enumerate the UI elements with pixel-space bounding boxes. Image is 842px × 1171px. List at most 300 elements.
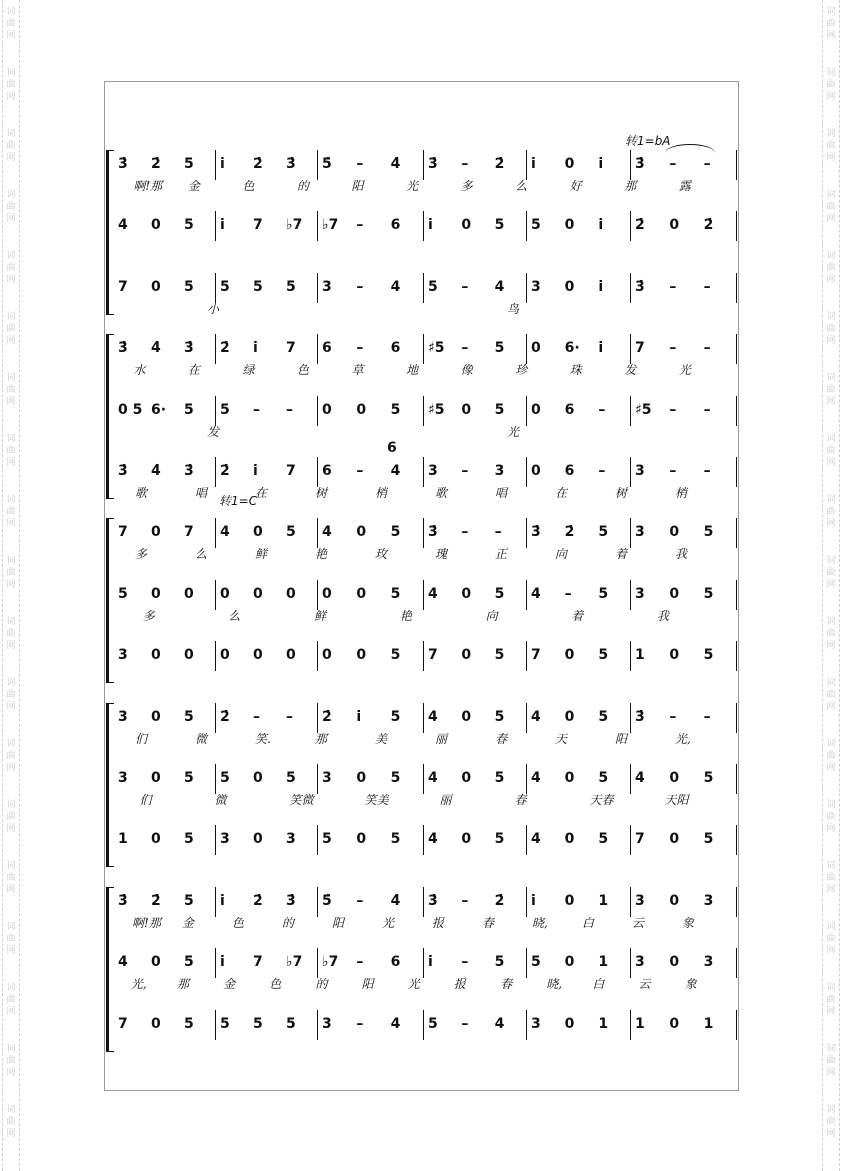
note: 4 xyxy=(531,708,541,725)
note: 5 xyxy=(598,524,609,541)
note: – xyxy=(253,708,260,725)
note: 7 xyxy=(118,524,128,541)
watermark-strip-left xyxy=(2,0,20,1171)
barline xyxy=(317,764,318,794)
watermark-char: 网 xyxy=(826,580,836,590)
watermark-char: 词 xyxy=(826,1105,836,1115)
watermark-char: 网 xyxy=(826,1129,836,1139)
note: 5 xyxy=(220,1015,230,1032)
note: i xyxy=(220,954,225,971)
note: 3̇ xyxy=(286,156,296,172)
note: 0 xyxy=(184,647,194,664)
watermark-char: 网 xyxy=(6,31,16,41)
note: ♯5 xyxy=(428,340,445,357)
watermark-char: 词 xyxy=(6,617,16,627)
note: 7 xyxy=(635,831,645,848)
barline xyxy=(317,334,318,364)
barline xyxy=(630,150,631,180)
lyric: 色 xyxy=(269,977,282,992)
note: 0 xyxy=(669,647,680,664)
barline xyxy=(630,703,631,733)
watermark-text xyxy=(3,677,19,713)
watermark-char: 词 xyxy=(6,1105,16,1115)
watermark-char: 词 xyxy=(6,190,16,200)
barline xyxy=(630,396,631,426)
note: 3̇ xyxy=(428,156,438,172)
watermark-text xyxy=(823,311,839,347)
note: – xyxy=(703,278,711,295)
lyric: 多 xyxy=(460,179,473,193)
watermark-char: 曲 xyxy=(6,141,16,151)
lyric: 的 xyxy=(282,915,295,930)
watermark-text xyxy=(823,555,839,591)
key-change-underline xyxy=(665,144,715,153)
score-row xyxy=(105,277,740,337)
note: – xyxy=(461,156,469,172)
lyric: 在 xyxy=(555,486,568,500)
note: i xyxy=(598,278,604,295)
barline xyxy=(317,150,318,180)
watermark-text xyxy=(823,494,839,530)
note: – xyxy=(564,585,572,602)
watermark-char: 词 xyxy=(826,922,836,932)
note: 5 xyxy=(598,770,609,786)
note: 3 xyxy=(322,1015,332,1032)
barline xyxy=(423,150,424,180)
watermark-char: 网 xyxy=(6,763,16,773)
barline xyxy=(526,887,527,917)
barline xyxy=(736,334,737,364)
watermark-char: 网 xyxy=(826,519,836,529)
barline xyxy=(423,273,424,303)
barline xyxy=(736,273,737,303)
note: 2̇ xyxy=(322,708,332,725)
note: 4̇ xyxy=(390,156,401,172)
note: 5 xyxy=(184,831,194,848)
watermark-text xyxy=(3,1104,19,1140)
note: 0 xyxy=(564,770,575,786)
barline xyxy=(215,887,216,917)
watermark-text xyxy=(823,738,839,774)
note: 4 xyxy=(390,463,401,479)
note: 0 xyxy=(461,831,472,848)
watermark-char: 曲 xyxy=(826,1117,836,1127)
barline xyxy=(630,273,631,303)
watermark-text xyxy=(3,1043,19,1079)
note: 7 xyxy=(635,340,645,357)
lyric: 歌 xyxy=(435,486,448,500)
note: 3 xyxy=(220,831,230,848)
note: 0 xyxy=(356,831,367,848)
lyric: 的 xyxy=(297,179,310,193)
note: 2̇ xyxy=(494,892,505,909)
note: – xyxy=(461,463,469,479)
lyric: 艳 xyxy=(315,547,328,562)
note: 4 xyxy=(428,770,438,786)
watermark-char: 网 xyxy=(6,275,16,285)
note: 0 xyxy=(531,401,541,418)
barline xyxy=(630,580,631,610)
note: 5 xyxy=(322,831,332,848)
watermark-char: 曲 xyxy=(826,507,836,517)
barline xyxy=(215,948,216,978)
note: 4 xyxy=(118,954,128,971)
note: i xyxy=(598,340,604,357)
watermark-char: 网 xyxy=(826,885,836,895)
watermark-char: 词 xyxy=(826,434,836,444)
barline xyxy=(215,211,216,241)
watermark-char: 曲 xyxy=(6,1117,16,1127)
note: 3̇ xyxy=(286,892,296,909)
watermark-char: 曲 xyxy=(826,690,836,700)
barline xyxy=(317,580,318,610)
lyric: 色 xyxy=(232,915,245,930)
watermark-char: 曲 xyxy=(826,80,836,90)
note: 4 xyxy=(494,1015,505,1032)
note: 6 xyxy=(322,463,332,479)
note: – xyxy=(669,401,677,418)
watermark-char: 网 xyxy=(6,153,16,163)
note: i xyxy=(356,708,362,725)
note: 6 xyxy=(390,217,401,234)
lyric: 光 xyxy=(406,179,419,193)
watermark-char: 曲 xyxy=(6,934,16,944)
watermark-char: 网 xyxy=(826,763,836,773)
watermark-text xyxy=(3,311,19,347)
watermark-char: 网 xyxy=(826,275,836,285)
note: 0 xyxy=(564,647,575,664)
note: – xyxy=(286,708,293,725)
barline xyxy=(630,211,631,241)
note: 0 xyxy=(151,1015,161,1032)
lyric: 歌 xyxy=(135,486,148,500)
note: 5 xyxy=(220,401,230,418)
note: 5 xyxy=(494,401,505,418)
note: 5 xyxy=(598,647,609,664)
lyric: 好 xyxy=(569,179,582,193)
note: 5 xyxy=(253,278,263,295)
watermark-text xyxy=(3,860,19,896)
lyric: 发 xyxy=(207,424,220,439)
lyric: 天阳 xyxy=(664,793,689,807)
watermark-char: 曲 xyxy=(826,263,836,273)
lyric: 的 xyxy=(315,977,328,992)
note: – xyxy=(703,340,711,357)
lyric: 微 xyxy=(195,731,208,746)
watermark-char: 网 xyxy=(6,824,16,834)
watermark-text xyxy=(3,128,19,164)
watermark-char: 网 xyxy=(826,31,836,41)
note: 0 xyxy=(220,585,230,602)
barline xyxy=(736,948,737,978)
watermark-text xyxy=(823,982,839,1018)
barline xyxy=(736,396,737,426)
score-row xyxy=(105,891,740,951)
note: 5 xyxy=(494,770,505,786)
watermark-char: 曲 xyxy=(6,324,16,334)
lyric: 光 xyxy=(407,977,420,992)
watermark-char: 网 xyxy=(6,1129,16,1139)
note: 3 xyxy=(635,585,645,602)
watermark-char: 网 xyxy=(6,519,16,529)
note: 5 xyxy=(286,278,296,295)
watermark-char: 词 xyxy=(6,922,16,932)
watermark-text xyxy=(3,799,19,835)
barline xyxy=(736,457,737,487)
note: i xyxy=(598,217,604,234)
watermark-text xyxy=(3,738,19,774)
note: 2̇ xyxy=(564,524,575,541)
note: 0 xyxy=(669,217,680,234)
note: 0 xyxy=(461,647,472,664)
note: – xyxy=(703,708,711,725)
barline xyxy=(317,211,318,241)
score-row xyxy=(105,461,740,521)
note: 1 xyxy=(635,1015,645,1032)
note: 6 xyxy=(564,463,575,479)
lyric: 微 xyxy=(214,793,227,807)
note: 3 xyxy=(286,831,296,848)
note: 5 xyxy=(531,954,541,971)
note: – xyxy=(356,217,364,234)
note: 0 xyxy=(151,647,161,664)
note: 4 xyxy=(118,217,128,234)
lyric: 草 xyxy=(351,363,364,378)
watermark-char: 网 xyxy=(6,458,16,468)
note: 4̇ xyxy=(151,340,161,357)
watermark-char: 词 xyxy=(826,312,836,322)
lyric: 光 xyxy=(678,363,691,378)
note: 0 xyxy=(151,831,161,848)
barline xyxy=(423,641,424,671)
note: 7 xyxy=(118,278,128,295)
watermark-text xyxy=(823,677,839,713)
note: – xyxy=(461,340,469,357)
key-change-mark-1: 转1=bA xyxy=(625,134,671,148)
barline xyxy=(736,887,737,917)
barline xyxy=(736,580,737,610)
note: 2̇ xyxy=(220,340,230,357)
note: 0 xyxy=(669,954,680,971)
lyric: 报 xyxy=(453,977,466,992)
note: 0 xyxy=(253,831,263,848)
score-row xyxy=(105,952,740,1012)
note: – xyxy=(669,156,677,172)
barline xyxy=(423,580,424,610)
note: ♭7 xyxy=(322,217,339,234)
watermark-text xyxy=(3,67,19,103)
lyric: 色 xyxy=(297,363,310,378)
watermark-char: 网 xyxy=(826,641,836,651)
note: 4 xyxy=(428,708,438,725)
barline xyxy=(423,887,424,917)
watermark-text xyxy=(3,921,19,957)
note: 5 xyxy=(703,585,714,602)
note: 5 xyxy=(494,831,505,848)
note: 1 xyxy=(598,1015,609,1032)
barline xyxy=(526,580,527,610)
watermark-char: 网 xyxy=(6,1068,16,1078)
note: 3 xyxy=(703,892,714,909)
lyric: 多 xyxy=(135,547,148,562)
note: 5 xyxy=(253,1015,263,1032)
lyric: 色 xyxy=(242,179,255,193)
lyric: 笑微 xyxy=(289,793,314,807)
lyric: 天春 xyxy=(589,793,614,807)
note: – xyxy=(669,278,677,295)
watermark-char: 曲 xyxy=(826,629,836,639)
watermark-char: 词 xyxy=(826,983,836,993)
watermark-char: 曲 xyxy=(826,934,836,944)
lyric: 阳 xyxy=(615,731,628,746)
barline xyxy=(526,334,527,364)
watermark-char: 曲 xyxy=(6,873,16,883)
note: 1 xyxy=(598,892,609,909)
note: 0 xyxy=(356,401,367,418)
note: 0 xyxy=(322,585,332,602)
watermark-char: 网 xyxy=(6,1007,16,1017)
note: 0 xyxy=(564,156,575,172)
barline xyxy=(317,641,318,671)
watermark-text xyxy=(3,494,19,530)
note: 0 xyxy=(253,524,263,541)
lyric: 云 xyxy=(632,915,645,930)
barline xyxy=(736,825,737,855)
note: 1 xyxy=(118,831,128,848)
note: 5 xyxy=(598,585,609,602)
watermark-char: 词 xyxy=(826,861,836,871)
barline xyxy=(317,518,318,548)
watermark-char: 词 xyxy=(826,251,836,261)
note: 5 xyxy=(286,1015,296,1032)
watermark-text xyxy=(3,433,19,469)
lyric: 白 xyxy=(592,977,605,992)
watermark-char: 曲 xyxy=(826,202,836,212)
note: – xyxy=(356,156,364,172)
watermark-char: 曲 xyxy=(826,1056,836,1066)
watermark-text xyxy=(823,433,839,469)
note: 4 xyxy=(428,585,438,602)
note: 3̇ xyxy=(635,156,645,172)
watermark-text xyxy=(3,372,19,408)
watermark-text xyxy=(823,799,839,835)
barline xyxy=(423,518,424,548)
note: 3 xyxy=(118,770,128,786)
score-row xyxy=(105,584,740,644)
watermark-char: 曲 xyxy=(826,141,836,151)
note: 6 xyxy=(564,401,575,418)
barline xyxy=(526,396,527,426)
watermark-char: 曲 xyxy=(6,446,16,456)
watermark-text xyxy=(823,616,839,652)
watermark-char: 曲 xyxy=(6,19,16,29)
note: 0 xyxy=(564,1015,575,1032)
watermark-char: 网 xyxy=(826,153,836,163)
barline xyxy=(526,641,527,671)
lyric: 多 xyxy=(142,608,155,623)
note: 5 xyxy=(184,217,194,234)
watermark-char: 曲 xyxy=(6,507,16,517)
lyric: 地 xyxy=(406,363,419,378)
watermark-char: 网 xyxy=(826,336,836,346)
watermark-char: 词 xyxy=(6,678,16,688)
watermark-char: 词 xyxy=(6,312,16,322)
barline xyxy=(526,825,527,855)
lyric: 发 xyxy=(624,363,637,378)
lyric: 春 xyxy=(500,977,513,992)
watermark-char: 词 xyxy=(826,68,836,78)
note: – xyxy=(356,1015,364,1032)
barline xyxy=(215,518,216,548)
note: 5 xyxy=(428,278,438,295)
note: 6 xyxy=(390,954,401,971)
note: 0 xyxy=(564,278,575,295)
note: 1 xyxy=(635,647,645,664)
lyric: 瑰 xyxy=(435,547,448,562)
score-row xyxy=(105,522,740,582)
note: i xyxy=(253,340,258,357)
note: 7 xyxy=(286,340,296,357)
note: 5 xyxy=(390,401,401,418)
barline xyxy=(423,825,424,855)
note: 0 xyxy=(461,708,472,725)
barline xyxy=(423,334,424,364)
barline xyxy=(317,887,318,917)
lyric: 笑美 xyxy=(364,793,389,807)
note: 3 xyxy=(322,770,332,786)
watermark-char: 词 xyxy=(826,190,836,200)
watermark-char: 词 xyxy=(6,861,16,871)
note: 0 xyxy=(184,585,194,602)
watermark-char: 曲 xyxy=(826,995,836,1005)
watermark-char: 词 xyxy=(6,556,16,566)
lyric: 白 xyxy=(582,915,595,930)
note: – xyxy=(669,708,677,725)
barline xyxy=(215,1010,216,1040)
watermark-char: 曲 xyxy=(6,202,16,212)
note: i xyxy=(220,217,225,234)
lyric: 绿 xyxy=(242,363,255,378)
note: 0 xyxy=(253,647,263,664)
lyric: 么 xyxy=(515,179,528,193)
note: 7 xyxy=(184,524,194,541)
note: 3 xyxy=(635,892,645,909)
watermark-char: 曲 xyxy=(6,385,16,395)
note: 4 xyxy=(428,831,438,848)
note: 5 xyxy=(220,770,230,786)
lyric: 唱 xyxy=(495,486,508,500)
watermark-char: 网 xyxy=(826,946,836,956)
lyric: 么 xyxy=(228,608,241,623)
barline xyxy=(317,273,318,303)
note: 0 xyxy=(669,831,680,848)
lyric: 金 xyxy=(182,915,195,930)
barline xyxy=(630,764,631,794)
note: – xyxy=(703,156,711,172)
note: 5 xyxy=(703,647,714,664)
key-change-mark-2: 转1=C xyxy=(219,494,258,508)
note: 5 xyxy=(184,708,194,725)
barline xyxy=(630,334,631,364)
barline xyxy=(215,703,216,733)
note: 0 xyxy=(286,647,296,664)
lyric: 啊!那 xyxy=(132,915,161,930)
score-sheet xyxy=(104,81,739,1091)
watermark-char: 词 xyxy=(6,129,16,139)
note: ♯5 xyxy=(428,401,445,418)
watermark-char: 曲 xyxy=(826,19,836,29)
watermark-char: 词 xyxy=(6,739,16,749)
